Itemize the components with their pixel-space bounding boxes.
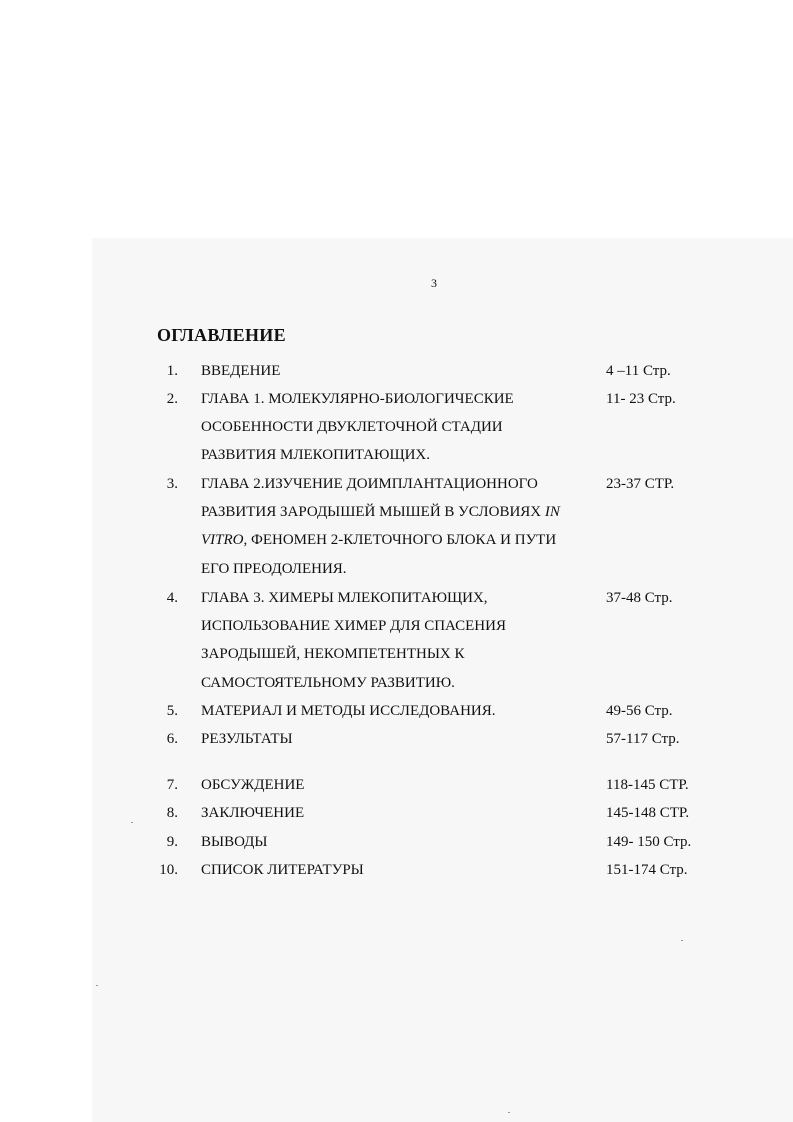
entry-title-text: РАЗВИТИЯ ЗАРОДЫШЕЙ МЫШЕЙ В УСЛОВИЯХ (201, 504, 545, 520)
entry-number: 7. (166, 777, 178, 793)
entry-title-italic: VITRO (201, 532, 244, 548)
entry-title: ГЛАВА 1. МОЛЕКУЛЯРНО-БИОЛОГИЧЕСКИЕ (201, 391, 514, 407)
entry-pages: 37-48 Стр. (606, 590, 673, 606)
entry-title: СПИСОК ЛИТЕРАТУРЫ (201, 862, 364, 878)
entry-title: РЕЗУЛЬТАТЫ (201, 731, 293, 747)
entry-pages: 4 –11 Стр. (606, 363, 671, 379)
entry-pages: 149- 150 Стр. (606, 834, 692, 850)
entry-title-italic: IN (544, 504, 560, 520)
entry-number: 1. (166, 363, 178, 379)
entry-pages: 23-37 СТР. (606, 476, 675, 492)
entry-title: ОБСУЖДЕНИЕ (201, 777, 305, 793)
entry-title: МАТЕРИАЛ И МЕТОДЫ ИССЛЕДОВАНИЯ. (201, 703, 496, 719)
entry-title: ВЫВОДЫ (201, 834, 268, 850)
entry-title: РАЗВИТИЯ МЛЕКОПИТАЮЩИХ. (201, 447, 430, 463)
entry-title: ГЛАВА 3. ХИМЕРЫ МЛЕКОПИТАЮЩИХ, (201, 590, 488, 606)
page-number: 3 (431, 276, 437, 290)
entry-title (201, 530, 556, 550)
entry-number: 4. (166, 590, 178, 606)
entry-number: 2. (166, 391, 178, 407)
entry-number: 3. (166, 476, 178, 492)
entry-pages: 118-145 СТР. (606, 777, 689, 793)
scan-speck (681, 940, 683, 941)
entry-pages: 11- 23 Стр. (606, 391, 676, 407)
entry-pages: 49-56 Стр. (606, 703, 673, 719)
entry-title: ЕГО ПРЕОДОЛЕНИЯ. (201, 561, 347, 577)
entry-number: 8. (166, 805, 178, 821)
entry-number: 9. (166, 834, 178, 850)
entry-number: 5. (166, 703, 178, 719)
entry-title-text: , ФЕНОМЕН 2-КЛЕТОЧНОГО БЛОКА И ПУТИ (243, 532, 557, 548)
entry-title: ЗАРОДЫШЕЙ, НЕКОМПЕТЕНТНЫХ К (201, 646, 465, 662)
entry-title: ИСПОЛЬЗОВАНИЕ ХИМЕР ДЛЯ СПАСЕНИЯ (201, 618, 506, 634)
entry-title (201, 502, 560, 522)
toc-title: ОГЛАВЛЕНИЕ (157, 325, 286, 345)
entry-title: ГЛАВА 2.ИЗУЧЕНИЕ ДОИМПЛАНТАЦИОННОГО (201, 476, 538, 492)
scan-speck (96, 985, 98, 986)
entry-title: ВВЕДЕНИЕ (201, 363, 281, 379)
entry-pages: 57-117 Стр. (606, 731, 680, 747)
entry-title: ОСОБЕННОСТИ ДВУКЛЕТОЧНОЙ СТАДИИ (201, 419, 503, 435)
entry-number: 6. (166, 731, 178, 747)
entry-pages: 151-174 Стр. (606, 862, 688, 878)
scan-speck (131, 822, 133, 823)
scan-speck (508, 1112, 510, 1113)
entry-title: ЗАКЛЮЧЕНИЕ (201, 805, 305, 821)
entry-pages: 145-148 СТР. (606, 805, 690, 821)
entry-title: САМОСТОЯТЕЛЬНОМУ РАЗВИТИЮ. (201, 675, 455, 691)
entry-number: 10. (159, 862, 178, 878)
